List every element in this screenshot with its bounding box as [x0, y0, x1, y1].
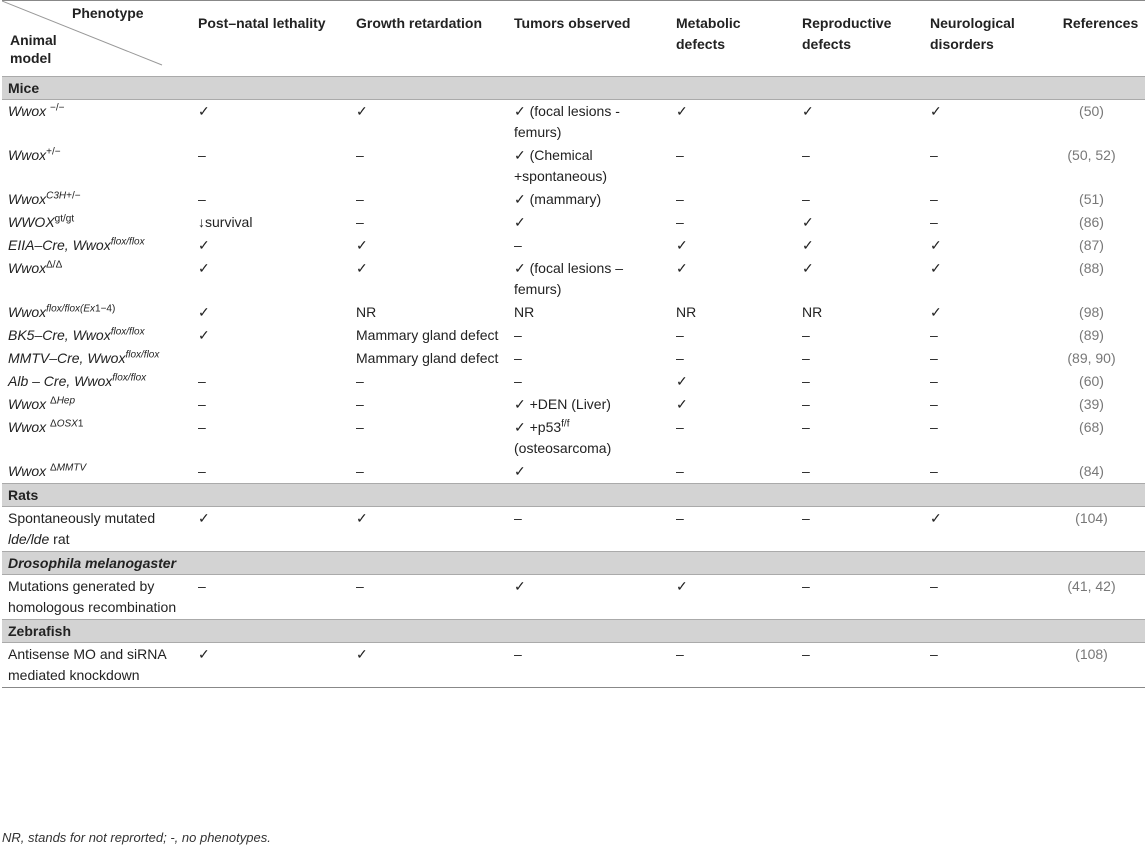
- metabolic-defects-cell: ✓: [676, 103, 688, 119]
- metabolic-defects-cell: –: [676, 510, 684, 526]
- header-references: References: [1062, 15, 1139, 31]
- tumors-observed-cell: ✓ (Chemical +spontaneous): [514, 147, 608, 184]
- neurological-disorders-cell: –: [930, 214, 938, 230]
- header-phenotype: Phenotype: [72, 5, 144, 21]
- reproductive-defects-cell: –: [802, 373, 810, 389]
- growth-retardation-cell: ✓: [356, 103, 368, 119]
- reference-cell: (108): [1075, 646, 1108, 662]
- header-growth-retardation: Growth retardation: [356, 15, 483, 31]
- group-label: Drosophila melanogaster: [2, 552, 1145, 575]
- tumors-observed-cell: ✓ +DEN (Liver): [514, 396, 611, 412]
- reference-cell: (51): [1079, 191, 1104, 207]
- growth-retardation-cell: –: [356, 463, 364, 479]
- reproductive-defects-cell: ✓: [802, 103, 814, 119]
- neurological-disorders-cell: –: [930, 463, 938, 479]
- table-body: [2, 77, 1145, 688]
- post-natal-lethality-cell: –: [198, 373, 206, 389]
- growth-retardation-cell: –: [356, 396, 364, 412]
- reproductive-defects-cell: ✓: [802, 214, 814, 230]
- post-natal-lethality-cell: ✓: [198, 510, 210, 526]
- post-natal-lethality-cell: –: [198, 191, 206, 207]
- reference-cell: (88): [1079, 260, 1104, 276]
- post-natal-lethality-cell: ↓survival: [198, 214, 253, 230]
- table-row: [2, 257, 1145, 301]
- table-row: [2, 575, 1145, 620]
- tumors-observed-cell: ✓: [514, 578, 526, 594]
- reproductive-defects-cell: –: [802, 646, 810, 662]
- neurological-disorders-cell: ✓: [930, 304, 942, 320]
- table-row: [2, 393, 1145, 416]
- reproductive-defects-cell: –: [802, 350, 810, 366]
- animal-model-cell: Wwox$^{C3H+/-}$: [8, 190, 81, 207]
- animal-model-cell: MMTV–Cre, Wwox$^{flox/flox}$: [8, 349, 160, 366]
- reference-cell: (60): [1079, 373, 1104, 389]
- metabolic-defects-cell: –: [676, 350, 684, 366]
- metabolic-defects-cell: –: [676, 419, 684, 435]
- animal-model-cell: $WWOX^{gt/gt}$: [8, 213, 75, 230]
- metabolic-defects-cell: ✓: [676, 578, 688, 594]
- table-row: [2, 100, 1145, 145]
- reference-cell: (50): [1079, 103, 1104, 119]
- table-row: [2, 144, 1145, 188]
- growth-retardation-cell: Mammary gland defect: [356, 327, 499, 343]
- tumors-observed-cell: –: [514, 237, 522, 253]
- header-tumors-observed: Tumors observed: [514, 15, 631, 31]
- tumors-observed-cell: –: [514, 327, 522, 343]
- growth-retardation-cell: –: [356, 147, 364, 163]
- table-row: [2, 234, 1145, 257]
- metabolic-defects-cell: –: [676, 191, 684, 207]
- table-row: [2, 188, 1145, 211]
- growth-retardation-cell: Mammary gland defect: [356, 350, 499, 366]
- post-natal-lethality-cell: [192, 347, 350, 370]
- reproductive-defects-cell: –: [802, 327, 810, 343]
- reference-cell: (89): [1079, 327, 1104, 343]
- group-row: [2, 77, 1145, 100]
- group-label: Rats: [2, 484, 1145, 507]
- tumors-observed-cell: –: [514, 373, 522, 389]
- neurological-disorders-cell: ✓: [930, 103, 942, 119]
- neurological-disorders-cell: –: [930, 373, 938, 389]
- metabolic-defects-cell: ✓: [676, 396, 688, 412]
- tumors-observed-cell: NR: [514, 304, 535, 320]
- metabolic-defects-cell: ✓: [676, 260, 688, 276]
- growth-retardation-cell: –: [356, 373, 364, 389]
- metabolic-defects-cell: –: [676, 646, 684, 662]
- metabolic-defects-cell: –: [676, 463, 684, 479]
- reference-cell: (50, 52): [1067, 147, 1116, 163]
- animal-model-cell: BK5–Cre, Wwox$^{flox/flox}$: [8, 326, 145, 343]
- table-row: [2, 370, 1145, 393]
- reference-cell: (89, 90): [1067, 350, 1116, 366]
- metabolic-defects-cell: NR: [676, 304, 697, 320]
- post-natal-lethality-cell: ✓: [198, 304, 210, 320]
- metabolic-defects-cell: –: [676, 147, 684, 163]
- tumors-observed-cell: –: [514, 646, 522, 662]
- header-neurological-disorders: Neurological disorders: [930, 15, 1015, 52]
- table-row: [2, 643, 1145, 688]
- neurological-disorders-cell: –: [930, 147, 938, 163]
- table-row: [2, 416, 1145, 460]
- growth-retardation-cell: NR: [356, 304, 377, 320]
- growth-retardation-cell: –: [356, 419, 364, 435]
- animal-model-cell: Wwox −/−: [8, 102, 65, 119]
- table-row: [2, 460, 1145, 484]
- reference-cell: (41, 42): [1067, 578, 1116, 594]
- growth-retardation-cell: ✓: [356, 260, 368, 276]
- header-metabolic-defects: Metabolic defects: [676, 15, 741, 52]
- neurological-disorders-cell: –: [930, 191, 938, 207]
- table-row: [2, 347, 1145, 370]
- header-animal-model: Animal model: [10, 32, 57, 66]
- group-row: [2, 484, 1145, 507]
- reproductive-defects-cell: NR: [802, 304, 823, 320]
- reference-cell: (68): [1079, 419, 1104, 435]
- post-natal-lethality-cell: ✓: [198, 260, 210, 276]
- group-label: Mice: [2, 77, 1145, 100]
- post-natal-lethality-cell: –: [198, 463, 206, 479]
- tumors-observed-cell: –: [514, 350, 522, 366]
- reference-cell: (87): [1079, 237, 1104, 253]
- post-natal-lethality-cell: ✓: [198, 327, 210, 343]
- group-label: Zebrafish: [2, 620, 1145, 643]
- animal-model-cell: Wwox $^{\Delta Hep}$: [8, 395, 76, 412]
- tumors-observed-cell: ✓ $+p53^{f/f}$ (osteosarcoma): [514, 418, 612, 456]
- post-natal-lethality-cell: –: [198, 147, 206, 163]
- table-footnote: NR, stands for not reprorted; -, no phenotypes.: [2, 830, 271, 845]
- tumors-observed-cell: ✓ (mammary): [514, 191, 602, 207]
- animal-model-cell: Mutations generated by homologous recombination: [8, 578, 177, 615]
- tumors-observed-cell: –: [514, 510, 522, 526]
- animal-model-cell: Wwox$^{flox/flox(Ex1-4)}$: [8, 303, 116, 320]
- growth-retardation-cell: ✓: [356, 510, 368, 526]
- table-row: [2, 211, 1145, 234]
- neurological-disorders-cell: –: [930, 327, 938, 343]
- reproductive-defects-cell: ✓: [802, 260, 814, 276]
- reproductive-defects-cell: –: [802, 463, 810, 479]
- reference-cell: (86): [1079, 214, 1104, 230]
- post-natal-lethality-cell: –: [198, 578, 206, 594]
- reference-cell: (98): [1079, 304, 1104, 320]
- phenotype-table: [2, 0, 1145, 688]
- tumors-observed-cell: ✓ (focal lesions – femurs): [514, 260, 623, 297]
- table-row: [2, 324, 1145, 347]
- metabolic-defects-cell: –: [676, 214, 684, 230]
- animal-model-cell: EIIA–Cre, Wwox$^{flox/flox}$: [8, 236, 145, 253]
- reproductive-defects-cell: –: [802, 419, 810, 435]
- table-row: [2, 301, 1145, 324]
- animal-model-cell: Wwox+/−: [8, 146, 61, 163]
- tumors-observed-cell: ✓ (focal lesions - femurs): [514, 103, 620, 140]
- animal-model-cell: Antisense MO and siRNA mediated knockdown: [8, 646, 166, 683]
- post-natal-lethality-cell: ✓: [198, 237, 210, 253]
- reference-cell: (39): [1079, 396, 1104, 412]
- neurological-disorders-cell: –: [930, 419, 938, 435]
- animal-model-cell: Spontaneously mutated lde/lde rat: [8, 510, 156, 547]
- reference-cell: (104): [1075, 510, 1108, 526]
- post-natal-lethality-cell: –: [198, 419, 206, 435]
- group-row: [2, 620, 1145, 643]
- neurological-disorders-cell: –: [930, 396, 938, 412]
- post-natal-lethality-cell: ✓: [198, 103, 210, 119]
- header-post-natal-lethality: Post–natal lethality: [198, 15, 326, 31]
- tumors-observed-cell: ✓: [514, 214, 526, 230]
- animal-model-cell: Wwox$^{\Delta/\Delta}$: [8, 259, 63, 276]
- neurological-disorders-cell: –: [930, 646, 938, 662]
- reproductive-defects-cell: –: [802, 191, 810, 207]
- growth-retardation-cell: ✓: [356, 646, 368, 662]
- reproductive-defects-cell: –: [802, 147, 810, 163]
- metabolic-defects-cell: ✓: [676, 237, 688, 253]
- growth-retardation-cell: –: [356, 191, 364, 207]
- group-row: [2, 552, 1145, 575]
- table-row: [2, 507, 1145, 552]
- reproductive-defects-cell: –: [802, 396, 810, 412]
- animal-model-cell: Alb – Cre, Wwox$^{flox/flox}$: [8, 372, 147, 389]
- neurological-disorders-cell: –: [930, 350, 938, 366]
- animal-model-cell: Wwox $^{\Delta OSX1}$: [8, 418, 84, 435]
- header-diagonal-cell: [2, 1, 192, 77]
- reproductive-defects-cell: ✓: [802, 237, 814, 253]
- post-natal-lethality-cell: –: [198, 396, 206, 412]
- neurological-disorders-cell: ✓: [930, 510, 942, 526]
- animal-model-cell: Wwox $^{\Delta MMTV}$: [8, 462, 87, 479]
- neurological-disorders-cell: ✓: [930, 260, 942, 276]
- growth-retardation-cell: –: [356, 214, 364, 230]
- header-reproductive-defects: Reproductive defects: [802, 15, 892, 52]
- metabolic-defects-cell: –: [676, 327, 684, 343]
- reference-cell: (84): [1079, 463, 1104, 479]
- growth-retardation-cell: –: [356, 578, 364, 594]
- reproductive-defects-cell: –: [802, 578, 810, 594]
- reproductive-defects-cell: –: [802, 510, 810, 526]
- growth-retardation-cell: ✓: [356, 237, 368, 253]
- table-header-row: [2, 1, 1145, 77]
- post-natal-lethality-cell: ✓: [198, 646, 210, 662]
- metabolic-defects-cell: ✓: [676, 373, 688, 389]
- tumors-observed-cell: ✓: [514, 463, 526, 479]
- neurological-disorders-cell: ✓: [930, 237, 942, 253]
- neurological-disorders-cell: –: [930, 578, 938, 594]
